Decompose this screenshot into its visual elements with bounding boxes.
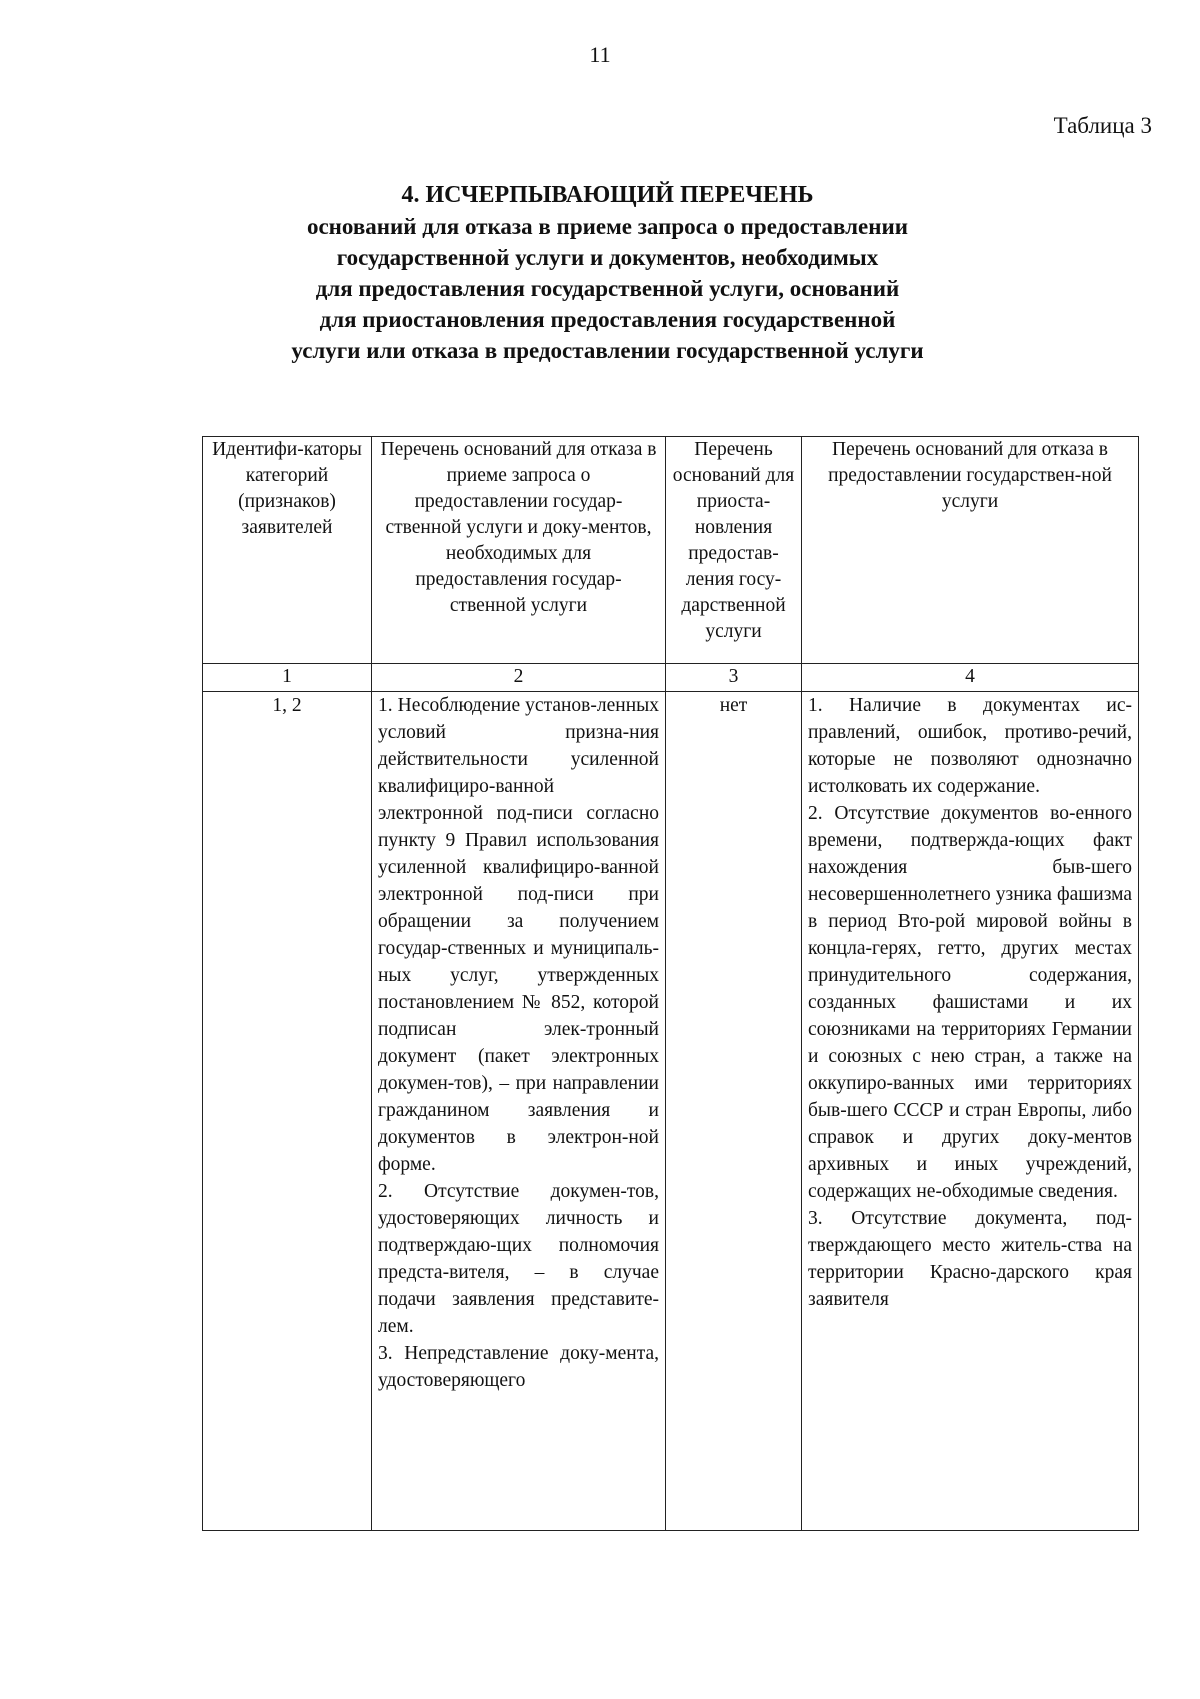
column-number: 1 (203, 664, 372, 692)
table-row (203, 692, 1139, 1531)
column-number: 3 (666, 664, 802, 692)
grounds-table (202, 436, 1139, 1531)
ground-item: 2. Отсутствие докумен-тов, удостоверяющих личность и подтверждаю-щих полномочия предста-вителя, – в случае подачи заявления представите-лем. (378, 1181, 659, 1337)
page-number: 11 (589, 42, 611, 67)
heading-line: для предоставления государственной услуги, оснований (315, 276, 900, 301)
ground-item: 1. Наличие в документах ис-правлений, ошибок, противо-речий, которые не позволяют однозначно истолковать их содержание. (808, 695, 1132, 797)
heading-line: для приостановления предоставления государственной (319, 307, 896, 332)
header-cell-refusal-to-accept: Перечень оснований для отказа в приеме запроса о предоставлении государ-ственной услуги и доку-ментов, необходимых для предоставления государ-ственной услуги (372, 437, 666, 664)
header-cell-refusal-to-provide: Перечень оснований для отказа в предоставлении государствен-ной услуги (802, 437, 1139, 664)
document-heading (0, 180, 1200, 366)
ground-item: 1. Несоблюдение установ-ленных условий призна-ния действительности усиленной квалифициро-ванной электронной под-писи согласно пункту 9 Правил использования усиленной квалифициро-ванной электронной под-писи при обращении за получением государ-ственных и муниципаль-ных услуг, утвержденных постановлением № 852, которой подписан элек-тронный документ (пакет электронных докумен-тов), – при направлении гражданином заявления и документов в электрон-ной форме. (378, 695, 659, 1175)
header-cell-applicant-categories: Идентифи-каторы категорий (признаков) заявителей (203, 437, 372, 664)
column-number: 4 (802, 664, 1139, 692)
cell-applicant-categories: 1, 2 (203, 692, 372, 1531)
ground-item: 2. Отсутствие документов во-енного времени, подтвержда-ющих факт нахождения быв-шего несовершеннолетнего узника фашизма в период Вто-рой мировой войны в концла-герях, гетто, других местах принудительного содержания, созданных фашистами и их союзниками на территориях Германии и союзных с нею стран, а также на оккупиро-ванных ими территориях быв-шего СССР и стран Европы, либо справок и других доку-ментов архивных и иных учреждений, содержащих не-обходимые сведения. (808, 803, 1132, 1202)
column-number: 2 (372, 664, 666, 692)
heading-line: государственной услуги и документов, необходимых (336, 245, 879, 270)
ground-item: 3. Отсутствие документа, под-тверждающего место житель-ства на территории Красно-дарского края заявителя (808, 1208, 1132, 1310)
ground-item: 3. Непредставление доку-мента, удостоверяющего (378, 1343, 659, 1391)
cell-refusal-to-accept-grounds (372, 692, 666, 1531)
heading-title: 4. ИСЧЕРПЫВАЮЩИЙ ПЕРЕЧЕНЬ (401, 182, 814, 208)
heading-line: оснований для отказа в приеме запроса о предоставлении (306, 214, 909, 239)
heading-line: услуги или отказа в предоставлении государственной услуги (291, 338, 924, 363)
cell-refusal-to-provide-grounds (802, 692, 1139, 1531)
column-number-row (203, 664, 1139, 692)
header-cell-suspension: Перечень оснований для приоста-новления предостав-ления госу-дарственной услуги (666, 437, 802, 664)
table-header-row (203, 437, 1139, 664)
table-caption: Таблица 3 (1053, 113, 1152, 138)
cell-suspension-grounds: нет (666, 692, 802, 1531)
